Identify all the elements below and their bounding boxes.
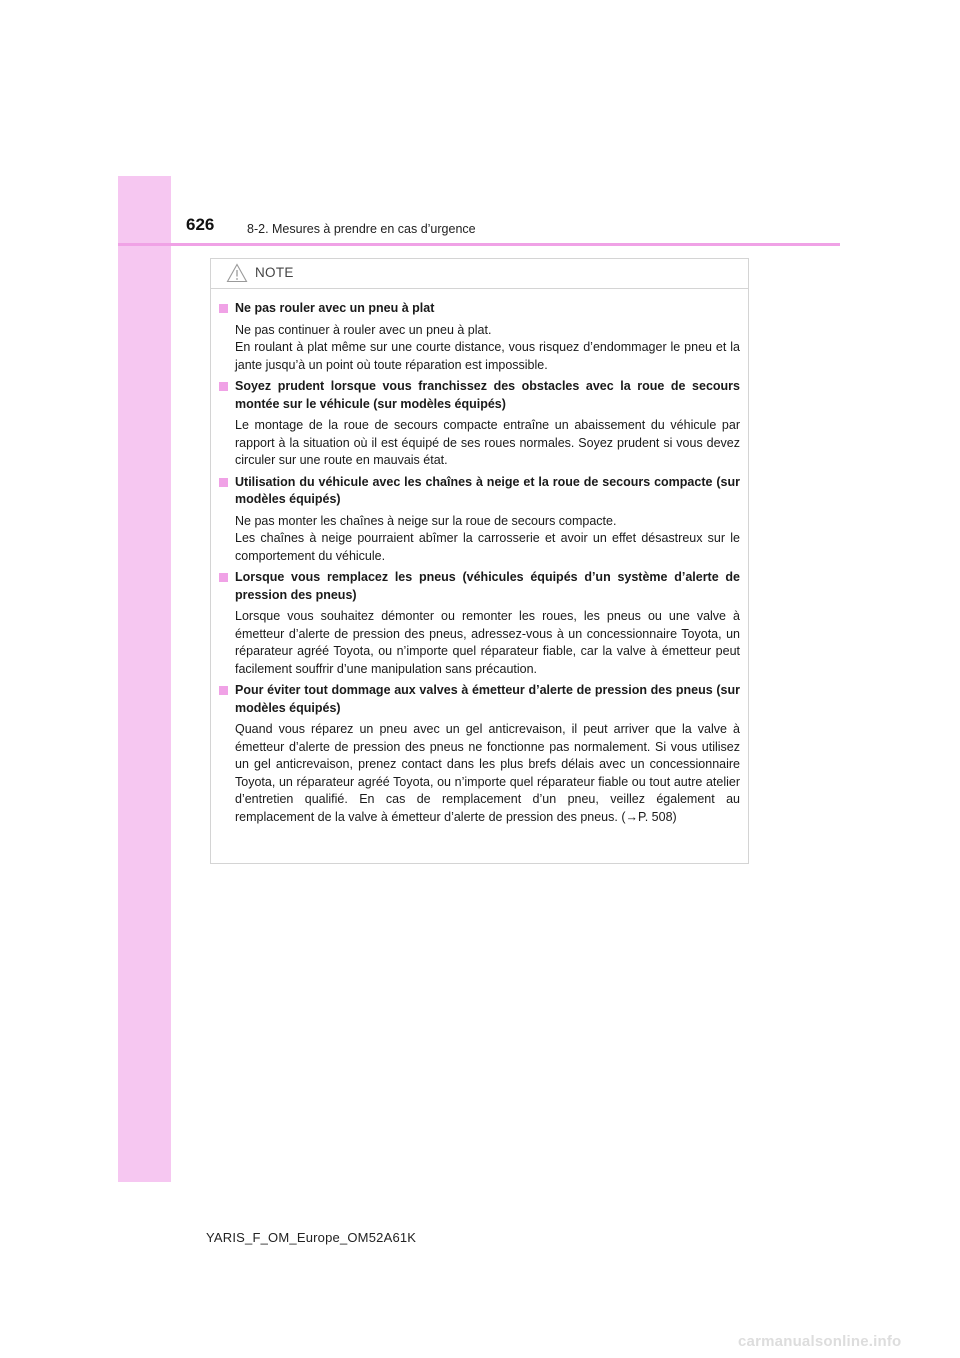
note-item	[218, 300, 740, 374]
note-item-heading	[218, 569, 740, 604]
note-item-heading-text: Lorsque vous remplacez les pneus (véhicules équipés d’un système d’alerte de pression des pneus)	[235, 570, 740, 602]
site-watermark[interactable]: carmanualsonline.info	[738, 1333, 902, 1350]
square-bullet-icon	[219, 686, 228, 695]
note-body	[211, 289, 748, 826]
side-tab-band	[118, 176, 171, 1182]
note-item	[218, 378, 740, 470]
note-item-text: Ne pas monter les chaînes à neige sur la roue de secours compacte. Les chaînes à neige pourraient abîmer la carrosserie et avoir un effet désastreux sur le comportement du véhicule.	[235, 513, 740, 563]
note-item-heading	[218, 378, 740, 413]
section-title: 8-2. Mesures à prendre en cas d’urgence	[247, 222, 476, 236]
warning-triangle-icon	[226, 263, 248, 283]
note-item	[218, 474, 740, 566]
note-item-text: Ne pas continuer à rouler avec un pneu à plat. En roulant à plat même sur une courte distance, vous risquez d’endommager le pneu et la jante jusqu’à un point où toute réparation est impossible.	[235, 322, 740, 372]
square-bullet-icon	[219, 304, 228, 313]
note-header	[211, 259, 748, 289]
square-bullet-icon	[219, 382, 228, 391]
note-item-heading	[218, 300, 740, 318]
note-item	[218, 682, 740, 826]
note-item-text: Le montage de la roue de secours compacte entraîne un abaissement du véhicule par rapport à la situation où il est équipé de ses roues normales. Soyez prudent si vous devez circuler sur une route en mauvais état.	[235, 418, 740, 467]
note-item-heading	[218, 682, 740, 717]
note-item-heading-text: Pour éviter tout dommage aux valves à émetteur d’alerte de pression des pneus (sur modèles équipés)	[235, 683, 740, 715]
note-item-text: Lorsque vous souhaitez démonter ou remonter les roues, les pneus ou une valve à émetteur d’alerte de pression des pneus, adressez-vous à un concessionnaire Toyota, un réparateur agréé Toyota, ou n’importe quel réparateur fiable, car la valve à émetteur peut facilement souffrir d’une manipulation sans précaution.	[235, 609, 740, 676]
note-item-heading-text: Soyez prudent lorsque vous franchissez des obstacles avec la roue de secours montée sur le véhicule (sur modèles équipés)	[235, 379, 740, 411]
square-bullet-icon	[219, 478, 228, 487]
footer-document-code: YARIS_F_OM_Europe_OM52A61K	[206, 1230, 417, 1245]
square-bullet-icon	[219, 573, 228, 582]
note-item-heading-text: Ne pas rouler avec un pneu à plat	[235, 301, 435, 315]
note-label: NOTE	[255, 265, 294, 280]
note-item-heading-text: Utilisation du véhicule avec les chaînes à neige et la roue de secours compacte (sur modèles équipés)	[235, 474, 740, 506]
note-item-heading	[218, 474, 740, 509]
header-rule	[118, 243, 840, 246]
page-number: 626	[186, 215, 215, 234]
note-item	[218, 569, 740, 678]
note-box	[210, 258, 749, 864]
note-item-text: Quand vous réparez un pneu avec un gel anticrevaison, il peut arriver que la valve à émetteur d’alerte de pression des pneus ne fonctionne pas normalement. Si vous utilisez un gel anticrevaison, prenez contact dans les plus brefs délais avec un concessionnaire Toyota, un réparateur agréé Toyota, ou n’importe quel réparateur fiable ou tout autre atelier d’entretien qualifié. En cas de remplacement d’un pneu, veillez également au remplacement de la valve à émetteur d’alerte de pression des pneus. (→P. 508)	[235, 722, 740, 824]
